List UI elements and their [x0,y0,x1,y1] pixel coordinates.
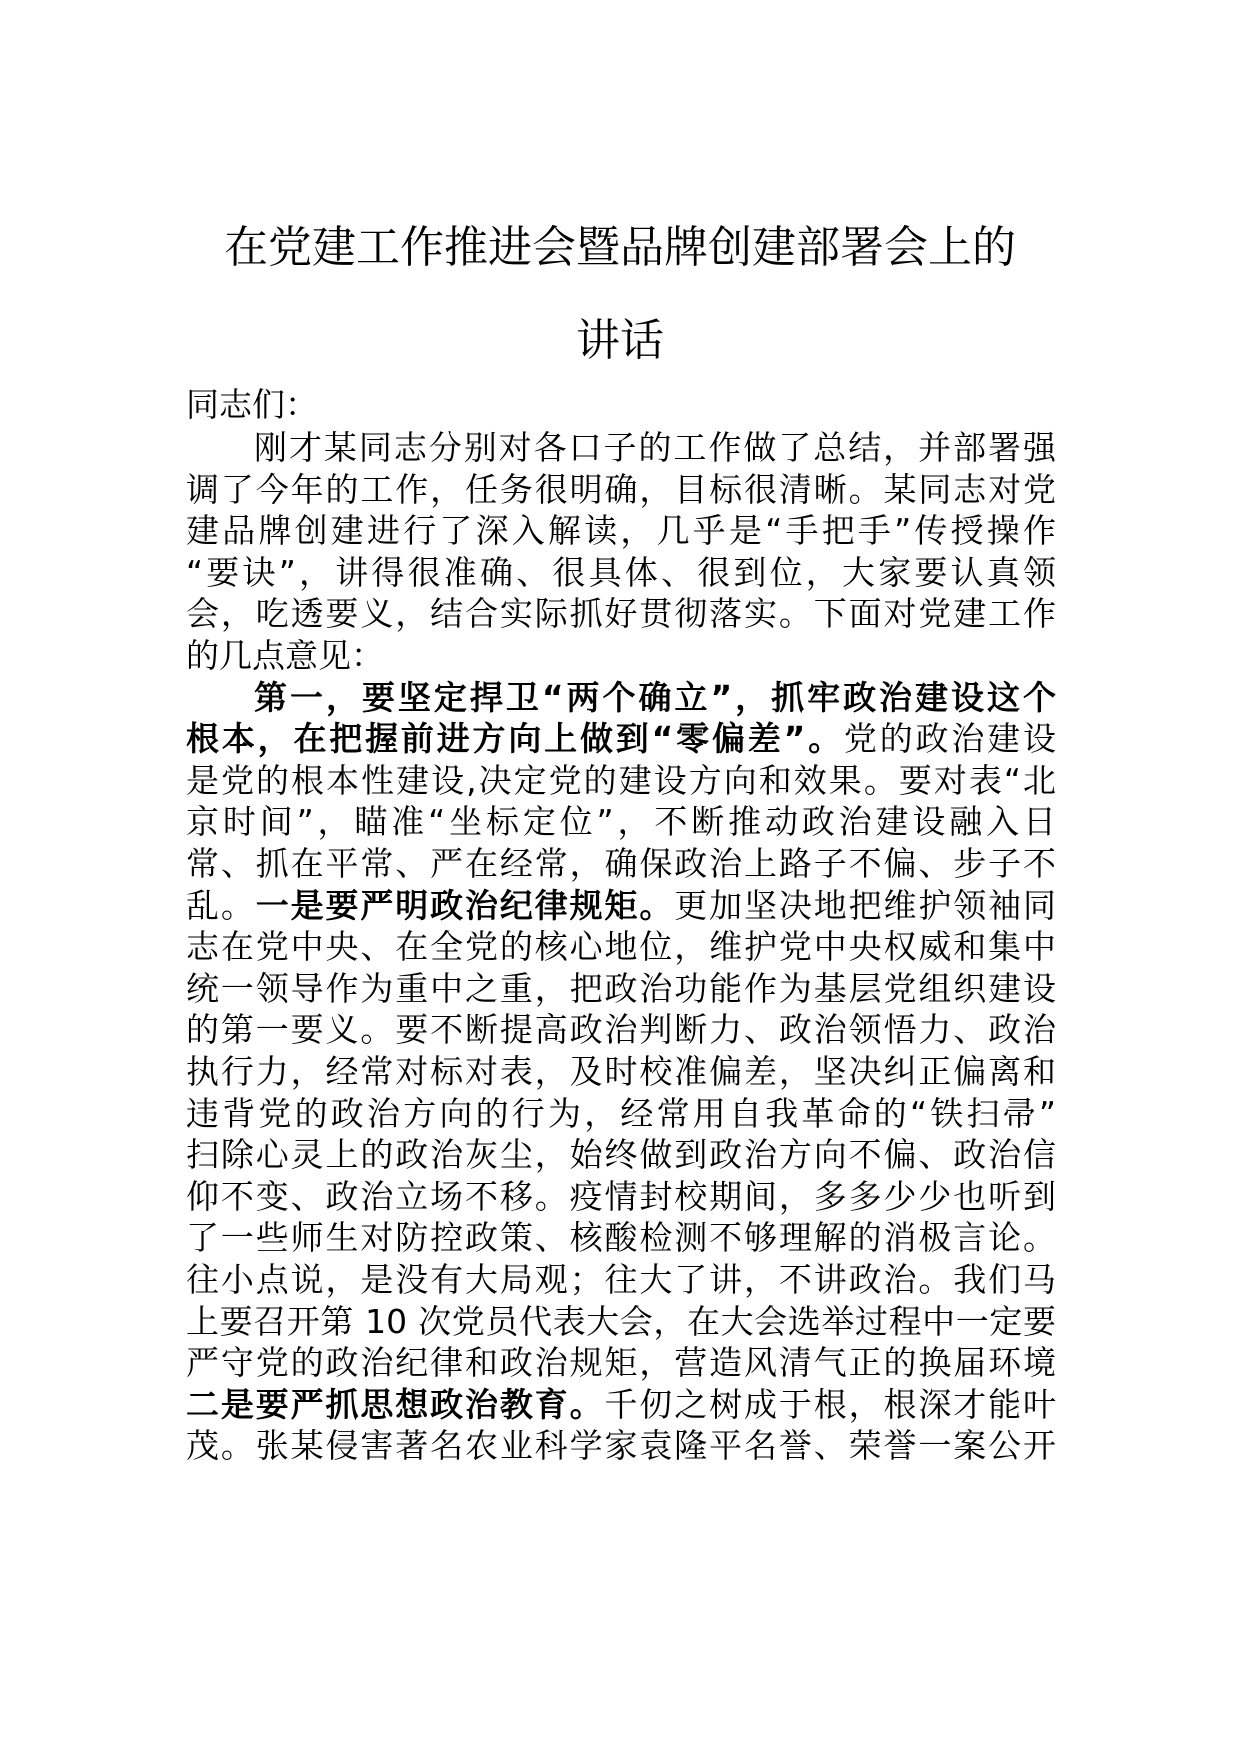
bold-heading-text: 根本，在把握前进方向上做到“零偏差”。 [186,719,844,759]
body-text: 是党的根本性建设,决定党的建设方向和效果。要对表“北 [186,760,1056,800]
body-text: 党的政治建设 [843,719,1056,759]
body-text: 扫除心灵上的政治灰尘，始终做到政治方向不偏、政治信 [186,1135,1056,1175]
body-line [186,927,1056,967]
body-line [186,844,1056,884]
body-line [186,1094,1056,1134]
body-line [186,636,384,676]
body-text: 会，吃透要义，结合实际抓好贯彻落实。下面对党建工作 [186,594,1056,634]
body-text: 志在党中央、在全党的核心地位，维护党中央权威和集中 [186,927,1056,967]
body-text: 上要召开第 10 次党员代表大会，在大会选举过程中一定要 [186,1301,1056,1341]
body-text: 京时间”，瞄准“坐标定位”，不断推动政治建设融入日 [186,802,1056,842]
body-line [186,1177,1056,1217]
body-text: 更加坚决地把维护领袖同 [674,885,1056,925]
bold-heading-text: 二是要严抓思想政治教育。 [186,1384,605,1424]
body-text: 乱。 [186,885,256,925]
body-text: 刚才某同志分别对各口子的工作做了总结，并部署强 [254,428,1056,467]
body-text: 的第一要义。要不断提高政治判断力、政治领悟力、政治 [186,1010,1056,1050]
body-text: 常、抓在平常、严在经常，确保政治上路子不偏、步子不 [186,844,1056,883]
body-line [186,594,1056,634]
body-line [186,1135,1056,1175]
body-text: 了一些师生对防控政策、核酸检测不够理解的消极言论。 [186,1218,1056,1258]
body-line [186,1343,1056,1383]
body-text: 仰不变、政治立场不移。疫情封校期间，多多少少也听到 [186,1176,1056,1216]
body-line [186,1302,1056,1342]
body-line [186,1010,1056,1050]
body-text: 调了今年的工作，任务很明确，目标很清晰。某同志对党 [186,469,1056,509]
body-text: 往小点说，是没有大局观；往大了讲，不讲政治。我们马 [186,1260,1056,1299]
body-line [186,886,1056,926]
body-text: 的几点意见： [186,636,384,675]
body-line [186,719,1056,759]
body-text: 千仞之树成于根，根深才能叶 [604,1384,1056,1424]
body-text: 统一领导作为重中之重，把政治功能作为基层党组织建设 [186,968,1056,1008]
salutation: 同志们： [186,385,318,424]
body-line [186,511,1056,551]
body-line [186,1218,1056,1258]
body-line [186,761,1056,801]
body-line [186,1385,1056,1425]
document-title-line-1: 在党建工作推进会暨品牌创建部署会上的 [224,222,1016,273]
body-line [186,802,1056,842]
body-line [186,1052,1056,1092]
body-line [186,1426,1056,1466]
bold-heading-text: 一是要严明政治纪律规矩。 [255,885,675,925]
body-line [186,428,1056,468]
body-line [186,470,1056,510]
document-title-line-2: 讲话 [576,315,664,366]
body-line [186,1260,1056,1300]
body-text: 执行力，经常对标对表，及时校准偏差，坚决纠正偏离和 [186,1052,1056,1091]
body-line [186,969,1056,1009]
body-text: 严守党的政治纪律和政治规矩，营造风清气正的换届环境 [186,1343,1056,1383]
body-line [186,678,1056,718]
bold-heading-text: 第一，要坚定捍卫“两个确立”，抓牢政治建设这个 [254,677,1056,717]
body-text: 茂。张某侵害著名农业科学家袁隆平名誉、荣誉一案公开 [186,1426,1056,1466]
body-text: 建品牌创建进行了深入解读，几乎是“手把手”传授操作 [186,511,1056,551]
body-text: 违背党的政治方向的行为，经常用自我革命的“铁扫帚” [186,1093,1056,1133]
body-text: “要诀”，讲得很准确、很具体、很到位，大家要认真领 [186,552,1056,592]
body-line [186,553,1056,593]
